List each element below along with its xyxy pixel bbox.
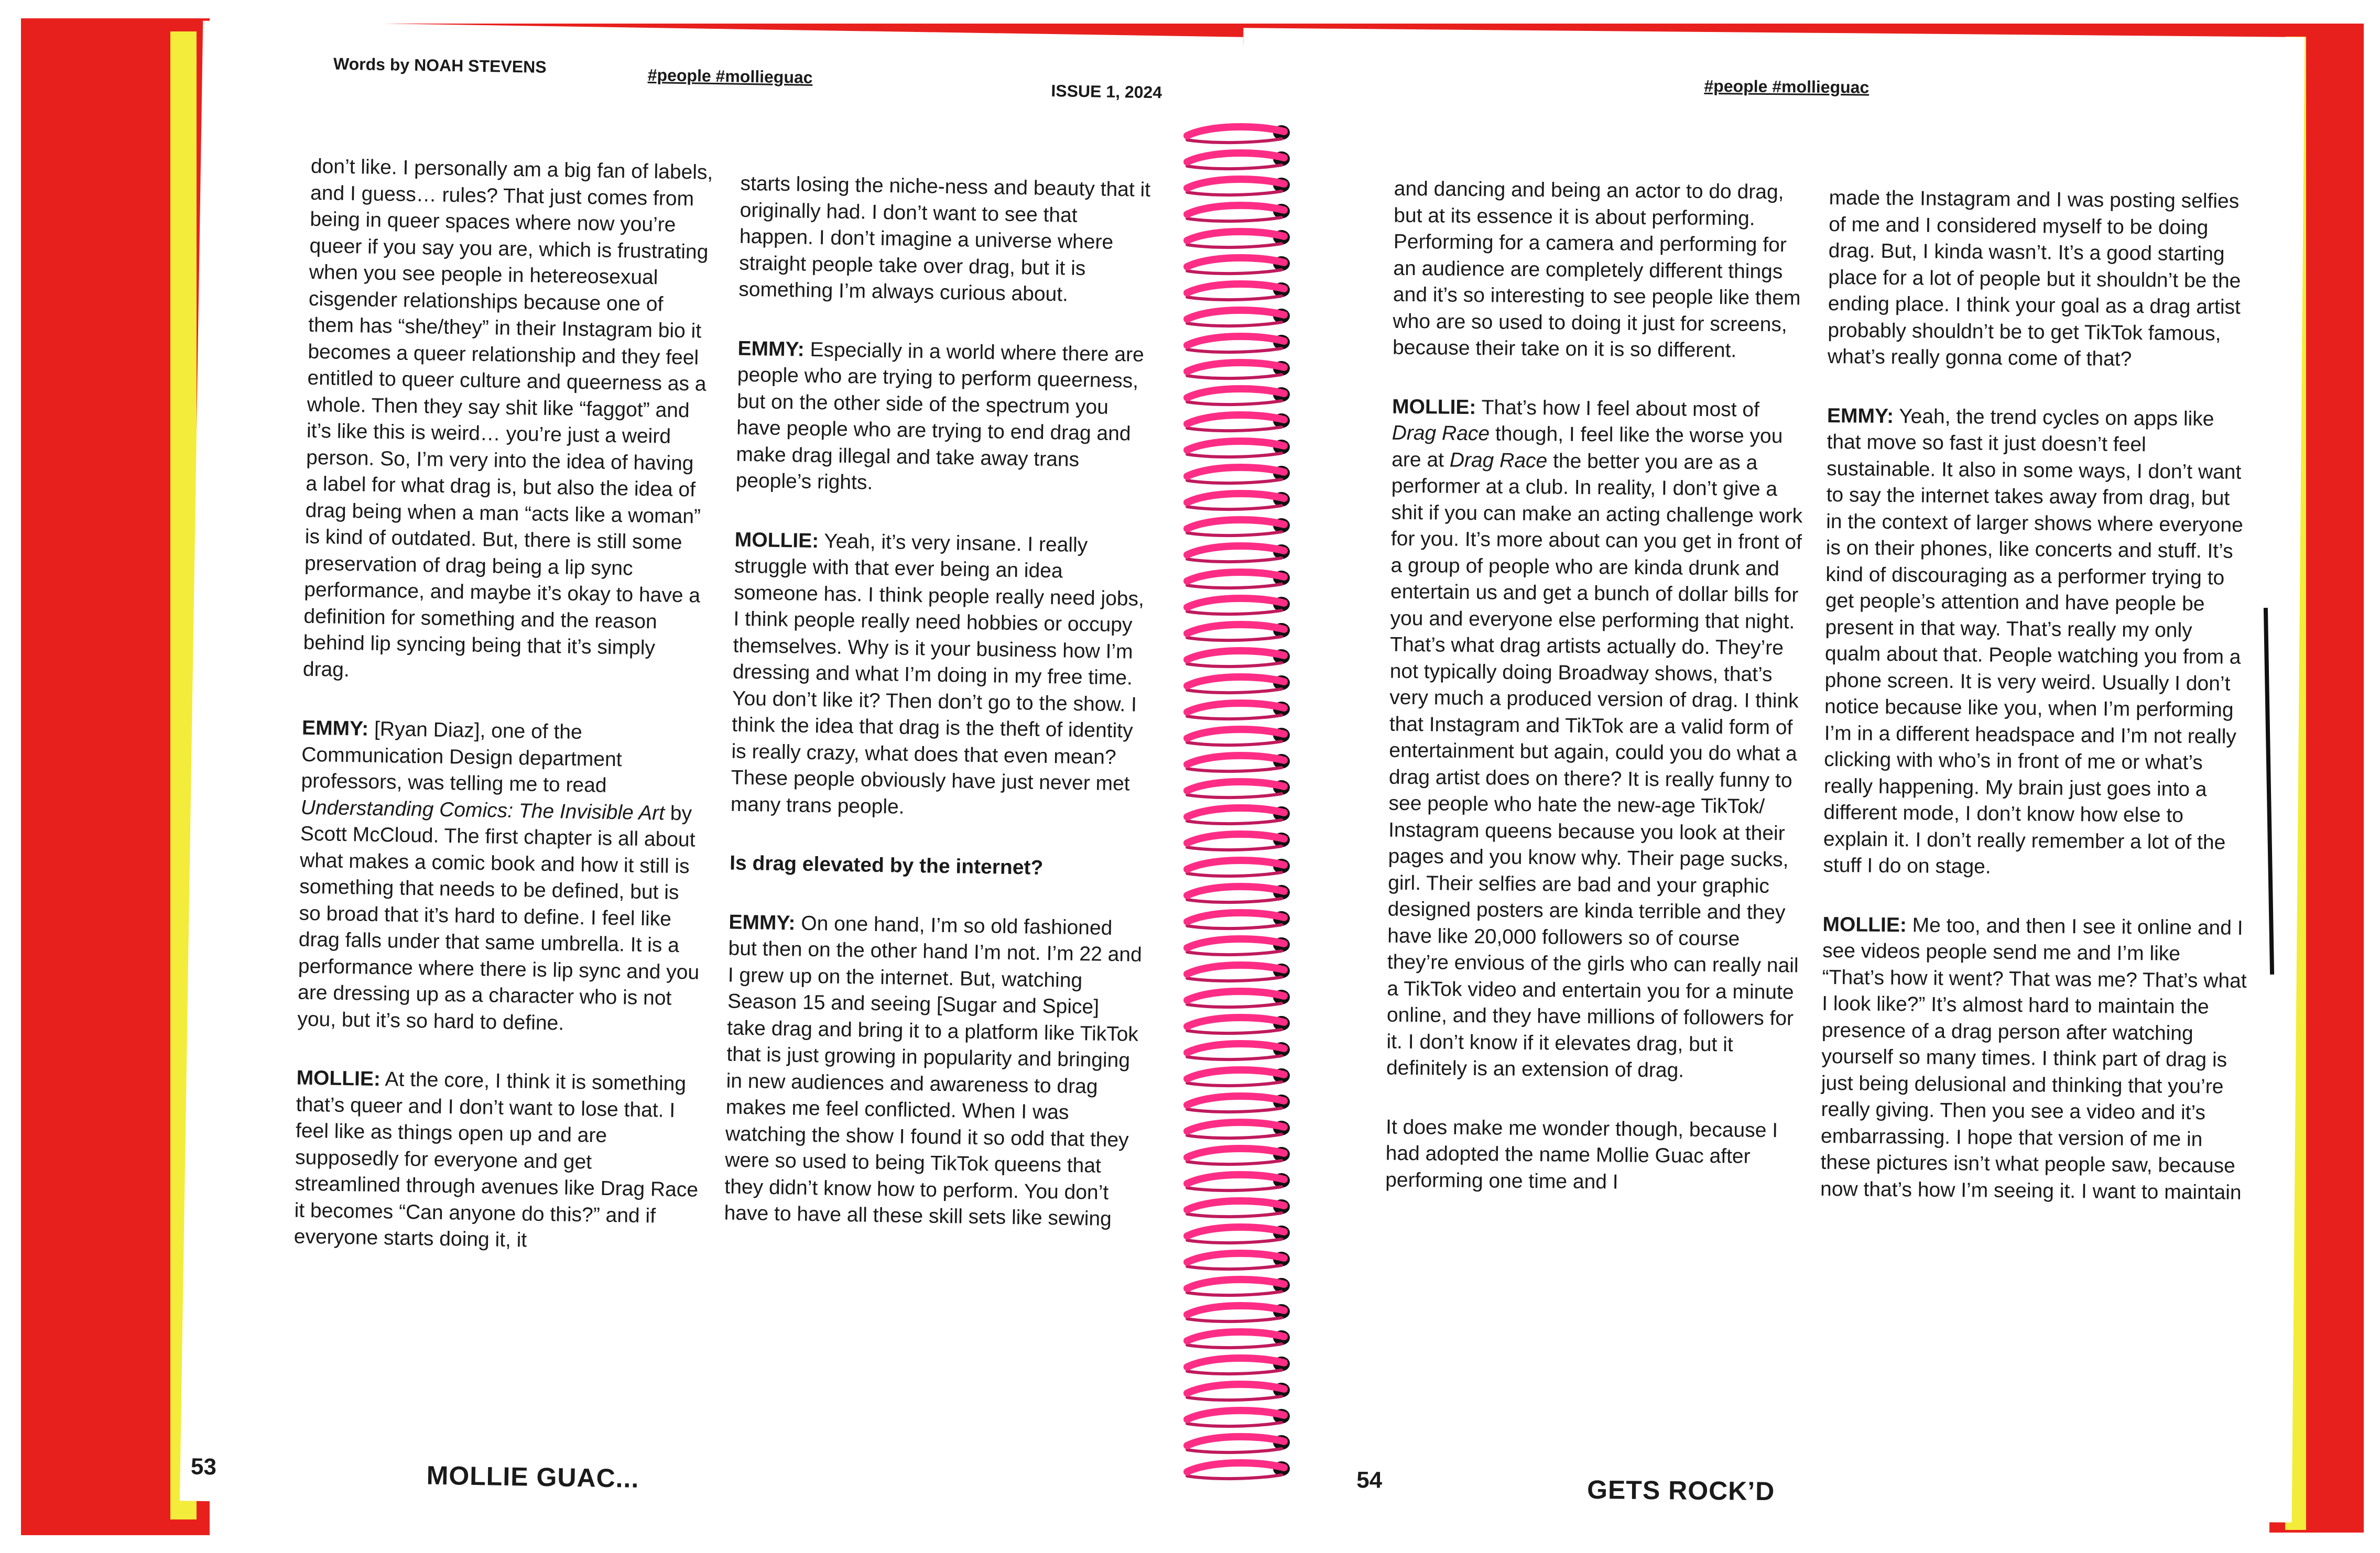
- paragraph: MOLLIE: Me too, and then I see it online and I see videos people send me and I’m like “That’s how it went? That was me? That’s what I look like?” It’s almost hard to maintain the presence of a drag person after watching yourself so many times. I think part of drag is just being delusional and thinking that you’re really giving. Then you see a video and it’s embarrassing. I hope that version of me in these pictures isn’t what people saw, because now that’s how I’m seeing it. I want to maintain: [1820, 913, 2247, 1204]
- spiral-coil: [1187, 151, 1290, 169]
- spiral-coil: [1187, 964, 1290, 981]
- spiral-coil: [1187, 702, 1290, 719]
- spiral-coil: [1187, 649, 1290, 666]
- section-question: Is drag elevated by the internet?: [729, 851, 1044, 879]
- spiral-coil: [1187, 597, 1290, 614]
- left-column-2: [723, 171, 1155, 1266]
- left-column-1: [293, 154, 714, 1289]
- spiral-coil: [1187, 466, 1290, 483]
- hashtags[interactable]: #people #mollieguac: [1704, 76, 1870, 97]
- speaker-label: MOLLIE:: [1822, 913, 1907, 936]
- show-title: Drag Race: [1449, 449, 1548, 472]
- left-page: [180, 21, 1243, 1517]
- spiral-coil: [1187, 1383, 1290, 1400]
- spiral-coil: [1187, 571, 1290, 588]
- page-number: 54: [1356, 1467, 1383, 1493]
- paragraph: starts losing the niche-ness and beauty that it originally had. I don’t want to see that happen. I don’t imagine a universe where straight people take over drag, but it is something I’m always curious about.: [738, 172, 1151, 306]
- speaker-label: MOLLIE:: [1392, 395, 1476, 419]
- paragraph: MOLLIE: That’s how I feel about most of Drag Race though, I feel like the worse you are at Drag Race the better you are as a performer at a club. In reality, I don’t give a shit if you can make an acting challenge work for you. It’s more about can you get in front of a group of people who are kinda drunk and entertain us and get a bunch of dollar bills for you and everyone else performing that night. That’s what drag artists actually do. They’re not typically doing Broadway shows, that’s very much a produced version of drag. I think that Instagram and TikTok are a valid form of entertainment but again, could you do what a drag artist does on there? It is really funny to see people who hate the new-age TikTok/ Instagram queens because you look at their pages and you know why. Their page sucks, girl. Their selfies are bad and your graphic designed posters are kinda terrible and they have like 20,000 followers so of course they’re envious of the girls who can really nail a TikTok video and entertain you for a minute online, and they have millions of followers for it. I don’t know if it elevates drag, but it definitely is an extension of drag.: [1386, 395, 1803, 1082]
- spiral-coil: [1187, 335, 1290, 352]
- spiral-coil: [1187, 1252, 1290, 1269]
- spiral-coil: [1187, 440, 1290, 457]
- spiral-coil: [1187, 728, 1290, 745]
- spiral-coil: [1187, 859, 1290, 876]
- paragraph: EMMY: On one hand, I’m so old fashioned but then on the other hand I’m not. I’m 22 and I grew up on the internet. But, watching Season 15 and seeing [Sugar and Spice] take drag and bring it to a platform like TikTok that is just growing in popularity and bringing in new audiences and awareness to drag makes me feel conflicted. When I was watching the show I found it so odd that they were so used to being TikTok queens that they didn’t know how to perform. You don’t have to have all these skill sets like sewing: [724, 911, 1143, 1231]
- spiral-coil: [1187, 1095, 1290, 1112]
- paragraph: don’t like. I personally am a big fan of labels, and I guess… rules? That just comes from being in queer spaces where now you’re queer if you say you are, which is frustrating when you see people in hetereosexual cisgender relationships because one of them has “she/they” in their Instagram bio it becomes a queer relationship and they feel entitled to queer culture and queerness as a whole. Then they say shit like “faggot” and it’s like this is weird… you’re just a weird person. So, I’m very into the idea of having a label for what drag is, but also the idea of drag being when a man “acts like a woman” is kind of outdated. But, there is still some preservation of drag being a lip sync performance, and maybe it’s okay to have a definition for something and the reason behind lip syncing being that it’s simply drag.: [302, 155, 713, 681]
- speaker-label: MOLLIE:: [296, 1066, 381, 1091]
- paragraph: made the Instagram and I was posting selfies of me and I considered myself to be doing drag. But, I kinda wasn’t. It’s a good starting place for a lot of people but it shouldn’t be the ending place. I think your goal as a drag artist probably shouldn’t be to get TikTok famous, what’s really gonna come of that?: [1827, 186, 2241, 371]
- right-column-1: [1385, 176, 1808, 1230]
- paragraph: MOLLIE: Yeah, it’s very insane. I really struggle with that ever being an idea someone has. I think people really need jobs, I think people really need hobbies or occupy themselves. Why is it your business how I’m dressing and what I’m doing in my free time. You don’t like it? Then don’t go to the show. I think the idea that drag is the theft of identity is really crazy, what does that even mean? These people obviously have just never met many trans people.: [730, 528, 1145, 818]
- spiral-coil: [1187, 1330, 1290, 1348]
- byline: Words by NOAH STEVENS: [333, 54, 547, 76]
- spiral-coil: [1187, 1461, 1290, 1479]
- spiral-coil: [1187, 937, 1290, 955]
- spiral-coil: [1187, 544, 1290, 562]
- paragraph: MOLLIE: At the core, I think it is something that’s queer and I don’t want to lose that. I feel like as things open up and are supposedly for everyone and get streamlined through avenues like Drag Race it becomes “Can anyone do this?” and if everyone starts doing it, it: [294, 1066, 699, 1252]
- spiral-coil: [1187, 885, 1290, 902]
- spiral-coil: [1187, 1147, 1290, 1164]
- speaker-label: EMMY:: [737, 337, 805, 361]
- speaker-label: EMMY:: [1827, 404, 1894, 428]
- spiral-coil: [1187, 806, 1290, 824]
- spiral-coil: [1187, 1173, 1290, 1190]
- spiral-coil: [1187, 1042, 1290, 1059]
- spiral-coil: [1187, 1409, 1290, 1426]
- spiral-coil: [1187, 675, 1290, 693]
- spiral-coil: [1187, 387, 1290, 404]
- speaker-label: EMMY:: [301, 716, 369, 740]
- issue-label: ISSUE 1, 2024: [1051, 81, 1162, 102]
- right-column-2: [1820, 185, 2253, 1239]
- paragraph: and dancing and being an actor to do drag, but at its essence it is about performing. Performing for a camera and performing for an audience are completely different things and it’s so interesting to see people like them who are so used to doing it just for screens, because their take on it is so different.: [1392, 177, 1801, 362]
- spiral-coil: [1187, 282, 1290, 300]
- spiral-coil: [1187, 361, 1290, 378]
- paragraph: EMMY: Yeah, the trend cycles on apps like that move so fast it just doesn’t feel sustainable. It also in some ways, I don’t want to say the internet takes away from drag, but in the context of larger shows where everyone is on their phones, like concerts and stuff. It’s kind of discouraging as a performer trying to get people’s attention and have people be present in that way. That’s really my only qualm about that. People watching you from a phone screen. It is very weird. Usually I don’t notice because like you, when I’m performing I’m in a different headspace and I’m not really clicking with who’s in front of me or what’s really happening. My brain just goes into a different mode, I don’t know how else to explain it. I don’t really remember a lot of the stuff I do on stage.: [1823, 404, 2243, 878]
- book-title: Understanding Comics: The Invisible Art: [300, 796, 665, 825]
- paragraph: EMMY: [Ryan Diaz], one of the Communication Design department professors, was telling me to read Understanding Comics: The Invisible Art by Scott McCloud. The first chapter is all about what makes a comic book and how it still is something that needs to be defined, but is so broad that it’s hard to define. I feel like drag falls under that same umbrella. It is a performance where there is lip sync and you are dressing up as a character who is not you, but it’s so hard to define.: [297, 716, 700, 1035]
- spiral-coil: [1187, 178, 1290, 195]
- spiral-coil: [1187, 1068, 1290, 1086]
- spiral-coil: [1187, 1435, 1290, 1452]
- paragraph: It does make me wonder though, because I had adopted the name Mollie Guac after performing one time and I: [1385, 1115, 1778, 1194]
- paragraph: EMMY: Especially in a world where there are people who are trying to perform queerness, but on the other side of the spectrum you have people who are trying to end drag and make drag illegal and take away trans people’s rights.: [735, 337, 1145, 494]
- spiral-coil: [1187, 1304, 1290, 1321]
- spiral-coil: [1187, 1357, 1290, 1374]
- spiral-coil: [1187, 780, 1290, 797]
- spiral-coil: [1187, 413, 1290, 431]
- page-number: 53: [190, 1453, 217, 1480]
- spiral-coil: [1187, 256, 1290, 274]
- show-title: Drag Race: [1392, 421, 1490, 445]
- spiral-coil: [1187, 833, 1290, 850]
- spiral-coil: [1187, 1016, 1290, 1033]
- spiral-coil: [1187, 1121, 1290, 1138]
- spiral-binding: [1177, 118, 1300, 1491]
- running-head: MOLLIE GUAC...: [426, 1460, 639, 1493]
- spiral-coil: [1187, 230, 1290, 247]
- spiral-coil: [1187, 204, 1290, 221]
- hashtags[interactable]: #people #mollieguac: [647, 65, 813, 87]
- spiral-coils: [1177, 118, 1300, 1491]
- running-head: GETS ROCK’D: [1586, 1475, 1775, 1506]
- speaker-label: EMMY:: [729, 911, 796, 935]
- spiral-coil: [1187, 990, 1290, 1007]
- spiral-coil: [1187, 623, 1290, 640]
- spiral-coil: [1187, 1199, 1290, 1217]
- spiral-coil: [1187, 911, 1290, 928]
- spiral-coil: [1187, 125, 1290, 143]
- spiral-coil: [1187, 1226, 1290, 1243]
- spiral-coil: [1187, 754, 1290, 771]
- spiral-coil: [1187, 309, 1290, 326]
- spiral-coil: [1187, 1278, 1290, 1295]
- right-page: [1231, 28, 2305, 1523]
- spiral-coil: [1187, 518, 1290, 535]
- spiral-coil: [1187, 492, 1290, 509]
- speaker-label: MOLLIE:: [734, 528, 819, 552]
